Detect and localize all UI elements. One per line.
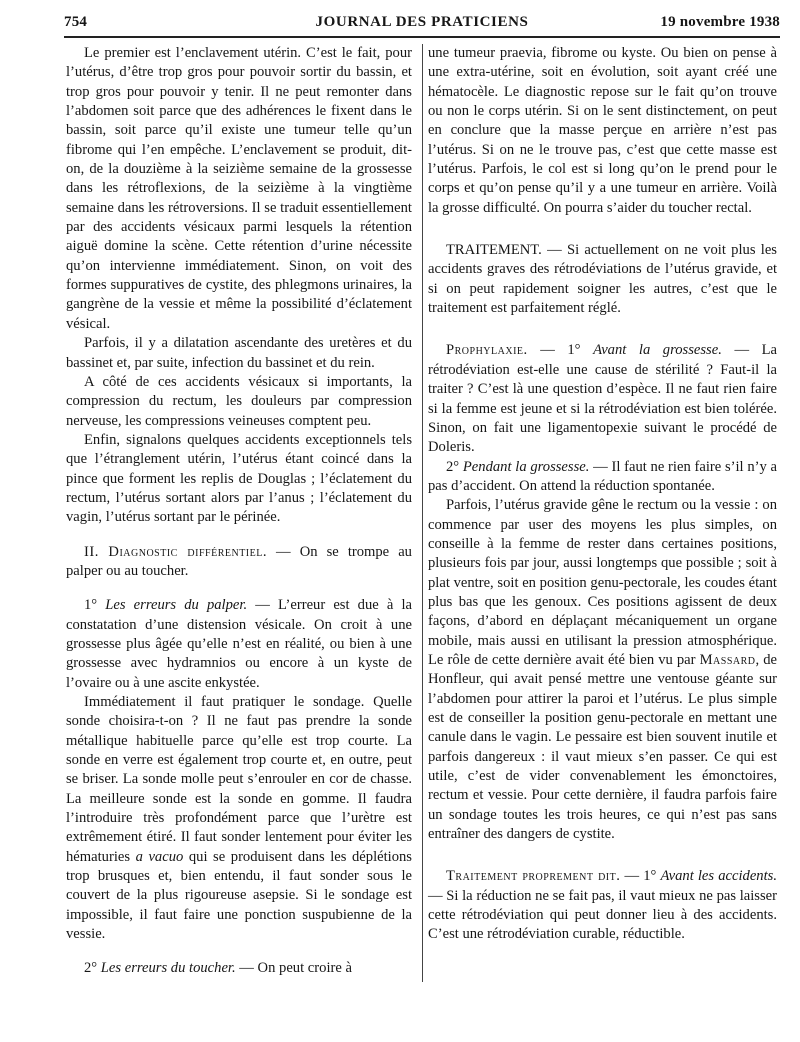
pendant-number: 2° <box>446 458 460 475</box>
sub1-label: Les erreurs du palper. <box>105 597 248 614</box>
paragraph-positions <box>428 496 777 844</box>
prophylaxie-label: Prophylaxie. <box>446 342 528 359</box>
sub1-text: — L’erreur est due à la constatation d’une distension vésicale. On croit à une grossesse plus âgée qu’elle n’est en réalité, ou bien à une grossesse avec hydramnios ou encore à un kyste de l’ovaire ou à une ascite enkystée. <box>66 597 413 691</box>
paragraph-prophylaxie <box>428 341 777 457</box>
journal-title: JOURNAL DES PRATICIENS <box>315 14 529 30</box>
prophylaxie-number: — 1° <box>527 342 594 359</box>
paragraph-erreurs-toucher <box>66 959 412 978</box>
column-divider <box>422 44 423 982</box>
sub2-text: — On peut croire à <box>235 960 352 977</box>
positions-text: Parfois, l’utérus gravide gêne le rectum ou la vessie : on commence par user des moyens les plus simples, on conseille à la femme de rester dans certaines positions, plusieurs fois par jour, aussi longtemps que possible ; soit à plat ventre, soit en position genu-pectorale, les coudes étant plus bas que les genoux. Ces positions agissent de deux façons, d’abord en déplaçant mécaniquement un organe mobile, mais aussi en utilisant la pression atmosphérique. Le rôle de cette dernière avait été bien vu par <box>428 497 777 668</box>
pendant-text: — Il faut ne rien faire s’il n’y a pas d’accident. On attend la réduction spontanée. <box>428 458 777 494</box>
paragraph-sondage <box>66 693 412 944</box>
traitement-label: TRAITEMENT. <box>446 242 542 259</box>
section-diagnostic-label: II. Diagnostic différentiel. <box>84 543 267 560</box>
paragraph-erreurs-palper <box>66 596 412 693</box>
sub1-number: 1° <box>84 597 98 614</box>
prophylaxie-text: — La rétrodéviation est-elle une cause de stérilité ? Faut-il la traiter ? C’est là une question d’espèce. Il ne faut rien faire si la femme est jeune et si la rétrodéviation est bien tolérée. Sinon, on fait une ligamentopexie suivant le procédé de Doleris. <box>428 342 777 456</box>
section-diagnostic-text: — On se trompe au palper ou au toucher. <box>66 543 412 579</box>
tp-text: — Si la réduction ne se fait pas, il vaut mieux ne pas laisser cette rétrodéviation qui peut donner lieu à des accidents. C’est une rétrodéviation curable, réductible. <box>428 887 777 943</box>
tp-label: Traitement proprement dit. <box>446 868 621 885</box>
paragraph-enclavement: Le premier est l’enclavement utérin. C’est le fait, pour l’utérus, d’être trop gros pour pouvoir sortir du bassin, et trop gros pour pouvoir y tenir. Il ne peut remonter dans l’abdomen soit parce que des adhérences le fixent dans le bassin, soit parce qu’il existe une tumeur telle qu’un fibrome qui l’en empêche. L’enclavement se produit, dit-on, de la douzième à la seizième semaine de la grossesse dans les rétroflexions, de la seizième à la vingtième semaine dans les rétroversions. Il se traduit essentiellement par des accidents vésicaux parmi lesquels la rétention aiguë domine la scène. Cette rétention d’urine nécessite qu’on intervienne immédiatement. Sinon, on voit des formes suppuratives de cystite, des phlegmons urinaires, la gangrène de la vessie et même la possibilité d’éclatement vésical. <box>66 45 412 332</box>
page-header <box>64 14 780 38</box>
tp-number: — 1° <box>620 868 661 885</box>
right-column <box>428 44 777 945</box>
traitement-text: — Si actuellement on ne voit plus les accidents graves des rétrodéviations de l’utérus gravide, et si on peut rapidement soigner les autres, c’est que le traitement est parfaitement réglé. <box>428 242 777 317</box>
sondage-text: Immédiatement il faut pratiquer le sondage. Quelle sonde choisira-t-on ? Il ne faut pas prendre la sonde métallique habituelle parce qu’elle est trop courte. La sonde en verre est également trop courte et, en outre, peut se briser. La sonde molle peut s’enrouler en cor de chasse. La meilleure sonde est la sonde en gomme. Il faudra l’introduire très profondément parce que l’urètre est extrêmement étiré. Il faut sonder lentement pour éviter les hématuries <box>66 694 412 865</box>
paragraph-compressions: A côté de ces accidents vésicaux si importants, la compression du rectum, les douleurs par compression nerveuse, les compressions veineuses comptent peu. <box>66 373 412 429</box>
paragraph-dilatation: Parfois, il y a dilatation ascendante des uretères et du bassinet et, par suite, infection du bassinet et du rein. <box>66 335 412 371</box>
positions-name: Massard <box>699 651 756 668</box>
page-number: 754 <box>64 14 88 30</box>
pendant-italic: Pendant la grossesse. <box>462 458 590 475</box>
tp-italic: Avant les accidents. <box>660 868 777 885</box>
paragraph-exceptional-accidents: Enfin, signalons quelques accidents exceptionnels tels que l’étranglement utérin, l’utérus étant coincé dans la pince que forment les replis de Douglas ; l’éclatement du rectum, l’utérus sortant alors par l’anus ; l’éclatement du vagin, l’utérus sortant par le périnée. <box>66 431 412 526</box>
issue-date: 19 novembre 1938 <box>660 14 780 30</box>
header-rule <box>64 36 780 38</box>
section-diagnostic-heading <box>66 543 412 582</box>
paragraph-continuation: une tumeur praevia, fibrome ou kyste. Ou bien on pense à une extra-utérine, soit en évolution, soit ayant créé une hématocèle. Le diagnostic repose sur le fait qu’on trouve ou non le corps utérin. Si on le sent distinctement, on peut en conclure que la masse perçue en arrière n’est pas l’utérus. Si on ne le trouve pas, c’est que cette masse est l’utérus. Parfois, le col est si long qu’on le prend pour le corps et qu’on pense qu’il y a une tumeur en arrière. Voilà la grosse difficulté. On pourra s’aider du toucher rectal. <box>428 45 777 216</box>
sondage-end: qui se produisent dans les déplétions trop brusques et, bien entendu, il faut sonder sous le couvert de la plus rigoureuse asepsie. Si le sondage est impossible, il faut faire une ponction suspubienne de la vessie. <box>66 848 412 943</box>
positions-end: , de Honfleur, qui avait pensé mettre une ventouse géante sur l’abdomen pour attirer la paroi et l’utérus. Le plus simple est de conseiller la position genu-pectorale en mettant une canule dans le vagin. Le pessaire est bien souvent inutile et parfois dangereux : il vaut mieux s’en passer. Ce qui est utile, c’est de vider convenablement les émonctoires, rectum et vessie. Pour cette dernière, il faudra parfois faire un sondage toutes les trois heures, ce qui n’est pas sans entraîner des dangers de cystite. <box>428 651 778 843</box>
sondage-italic: a vacuo <box>135 848 184 865</box>
paragraph-traitement-proprement-dit <box>428 867 777 944</box>
prophylaxie-italic: Avant la grossesse. <box>593 342 722 359</box>
sub2-number: 2° <box>84 960 98 977</box>
sub2-label: Les erreurs du toucher. <box>100 960 236 977</box>
section-traitement <box>428 241 777 318</box>
left-column <box>66 44 412 979</box>
paragraph-pendant-grossesse <box>428 458 777 497</box>
